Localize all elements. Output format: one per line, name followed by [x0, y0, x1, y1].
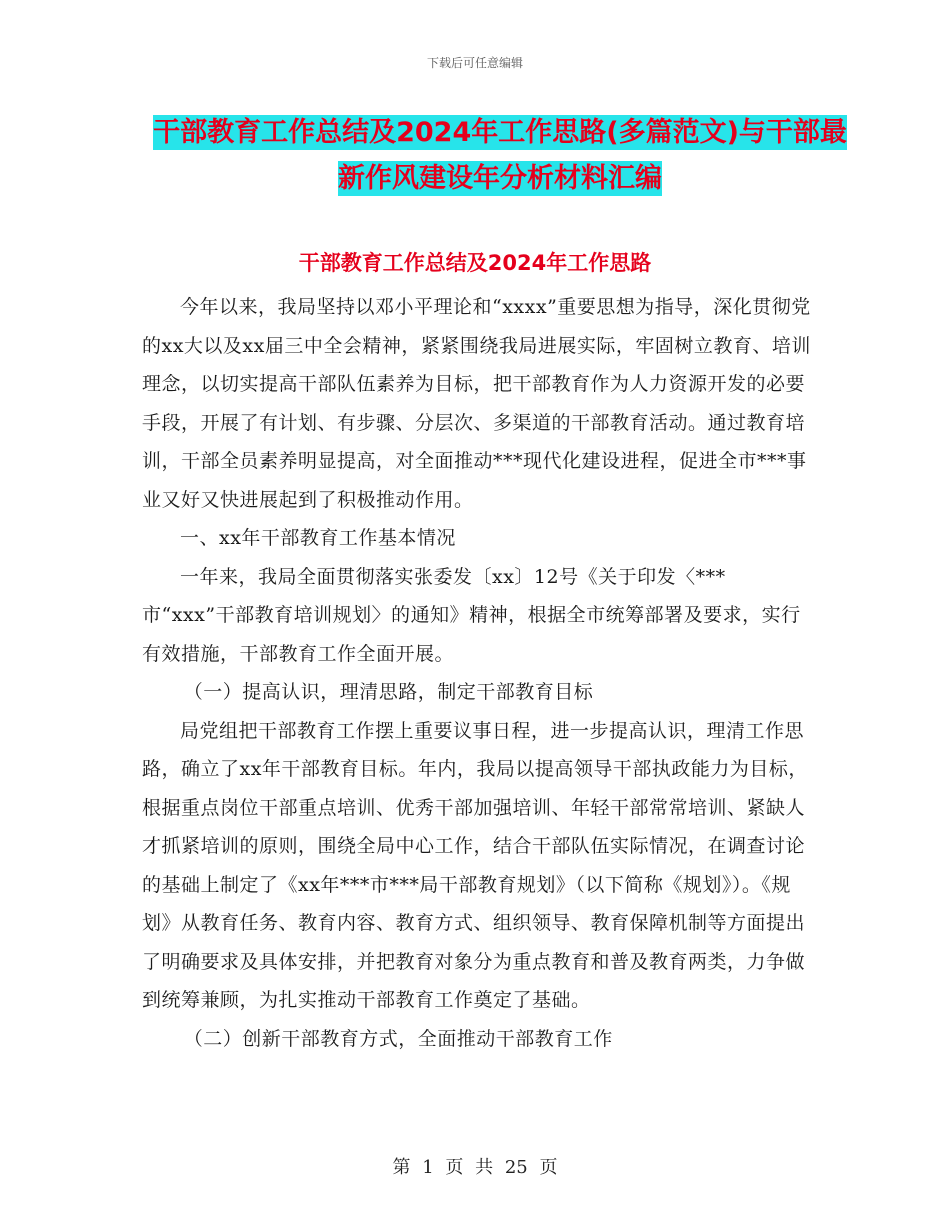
- section-title: 干部教育工作总结及2024年工作思路: [298, 251, 652, 275]
- paragraph-intro: 今年以来，我局坚持以邓小平理论和“xxxx”重要思想为指导，深化贯彻党的xx大以及xx届三中全会精神，紧紧围绕我局进展实际，牢固树立教育、培训理念，以切实提高干部队伍素养为目标，把干部教育作为人力资源开发的必要手段，开展了有计划、有步骤、分层次、多渠道的干部教育活动。通过教育培训，干部全员素养明显提高，对全面推动***现代化建设进程，促进全市***事业又好又快进展起到了积极推动作用。: [142, 296, 811, 511]
- document-body: [142, 288, 818, 1058]
- paragraph-goals: 局党组把干部教育工作摆上重要议事日程，进一步提高认识，理清工作思路，确立了xx年干部教育目标。年内，我局以提高领导干部执政能力为目标，根据重点岗位干部重点培训、优秀干部加强培训、年轻干部常常培训、紧缺人才抓紧培训的原则，围绕全局中心工作，结合干部队伍实际情况，在调查讨论的基础上制定了《xx年***市***局干部教育规划》（以下简称《规划》）。《规划》从教育任务、教育内容、教育方式、组织领导、教育保障机制等方面提出了明确要求及具体安排，并把教育对象分为重点教育和普及教育两类，力争做到统筹兼顾，为扎实推动干部教育工作奠定了基础。: [142, 719, 808, 1011]
- document-title-text: 干部教育工作总结及2024年工作思路(多篇范文)与干部最新作风建设年分析材料汇编: [153, 117, 847, 194]
- heading-section-1: 一、xx年干部教育工作基本情况: [180, 527, 456, 549]
- page-number: 第 1 页 共 25 页: [392, 1157, 558, 1178]
- page-header-note: 下载后可任意编辑: [426, 56, 523, 70]
- heading-subsection-1: （一）提高认识，理清思路，制定干部教育目标: [183, 681, 594, 703]
- heading-subsection-2: （二）创新干部教育方式，全面推动干部教育工作: [183, 1027, 613, 1050]
- document-title: [150, 110, 850, 202]
- paragraph-overview: 一年来，我局全面贯彻落实张委发〔xx〕12号《关于印发〈***市“xxx”干部教育培训规划〉的通知》精神，根据全市统筹部署及要求，实行有效措施，干部教育工作全面开展。: [142, 565, 801, 665]
